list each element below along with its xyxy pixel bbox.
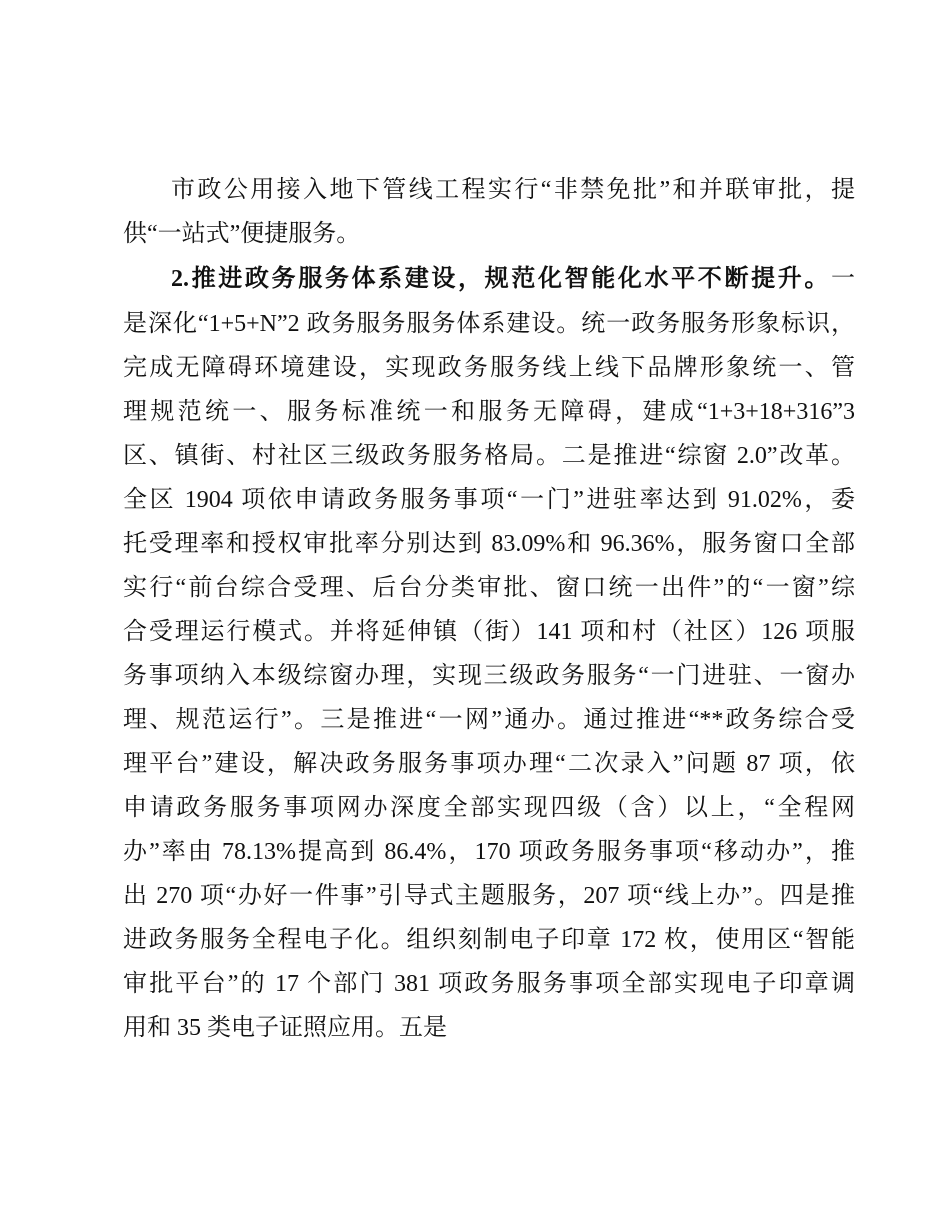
text-line: 务事项纳入本级综窗办理，实现三级政务服务“一门进驻、一窗办 [123, 663, 855, 689]
text-line: 市政公用接入地下管线工程实行“非禁免批”和并联审批，提 [171, 177, 855, 203]
text-line: 完成无障碍环境建设，实现政务服务线上线下品牌形象统一、管 [123, 355, 855, 381]
text-line: 托受理率和授权审批率分别达到 83.09%和 96.36%，服务窗口全部 [123, 531, 855, 557]
text-line: 是深化“1+5+N”2 政务服务服务体系建设。统一政务服务形象标识， [123, 311, 855, 337]
text-line: 理规范统一、服务标准统一和服务无障碍，建成“1+3+18+316”3 [123, 399, 855, 425]
text-line: 理平台”建设，解决政务服务事项办理“二次录入”问题 87 项，依 [123, 751, 855, 777]
text-line: 区、镇街、村社区三级政务服务格局。二是推进“综窗 2.0”改革。 [123, 443, 855, 469]
section-heading-line [171, 257, 855, 301]
text-line: 理、规范运行”。三是推进“一网”通办。通过推进“**政务综合受 [123, 707, 855, 733]
text-line: 合受理运行模式。并将延伸镇（街）141 项和村（社区）126 项服 [123, 619, 855, 645]
section-heading: 2.推进政务服务体系建设，规范化智能化水平不断提升。 [171, 266, 831, 292]
text-line: 实行“前台综合受理、后台分类审批、窗口统一出件”的“一窗”综 [123, 575, 855, 601]
text-line: 全区 1904 项依申请政务服务事项“一门”进驻率达到 91.02%，委 [123, 487, 855, 513]
text-line: 办”率由 78.13%提高到 86.4%，170 项政务服务事项“移动办”，推 [123, 839, 855, 865]
text-line: 申请政务服务事项网办深度全部实现四级（含）以上，“全程网 [123, 795, 855, 821]
text-line: 用和 35 类电子证照应用。五是 [123, 1015, 447, 1041]
text-line: 出 270 项“办好一件事”引导式主题服务，207 项“线上办”。四是推 [123, 883, 855, 909]
text-line: 进政务服务全程电子化。组织刻制电子印章 172 枚，使用区“智能 [123, 927, 855, 953]
text-line: 审批平台”的 17 个部门 381 项政务服务事项全部实现电子印章调 [123, 971, 855, 997]
text-line: 供“一站式”便捷服务。 [123, 221, 361, 247]
text-fragment: 一 [831, 266, 855, 292]
